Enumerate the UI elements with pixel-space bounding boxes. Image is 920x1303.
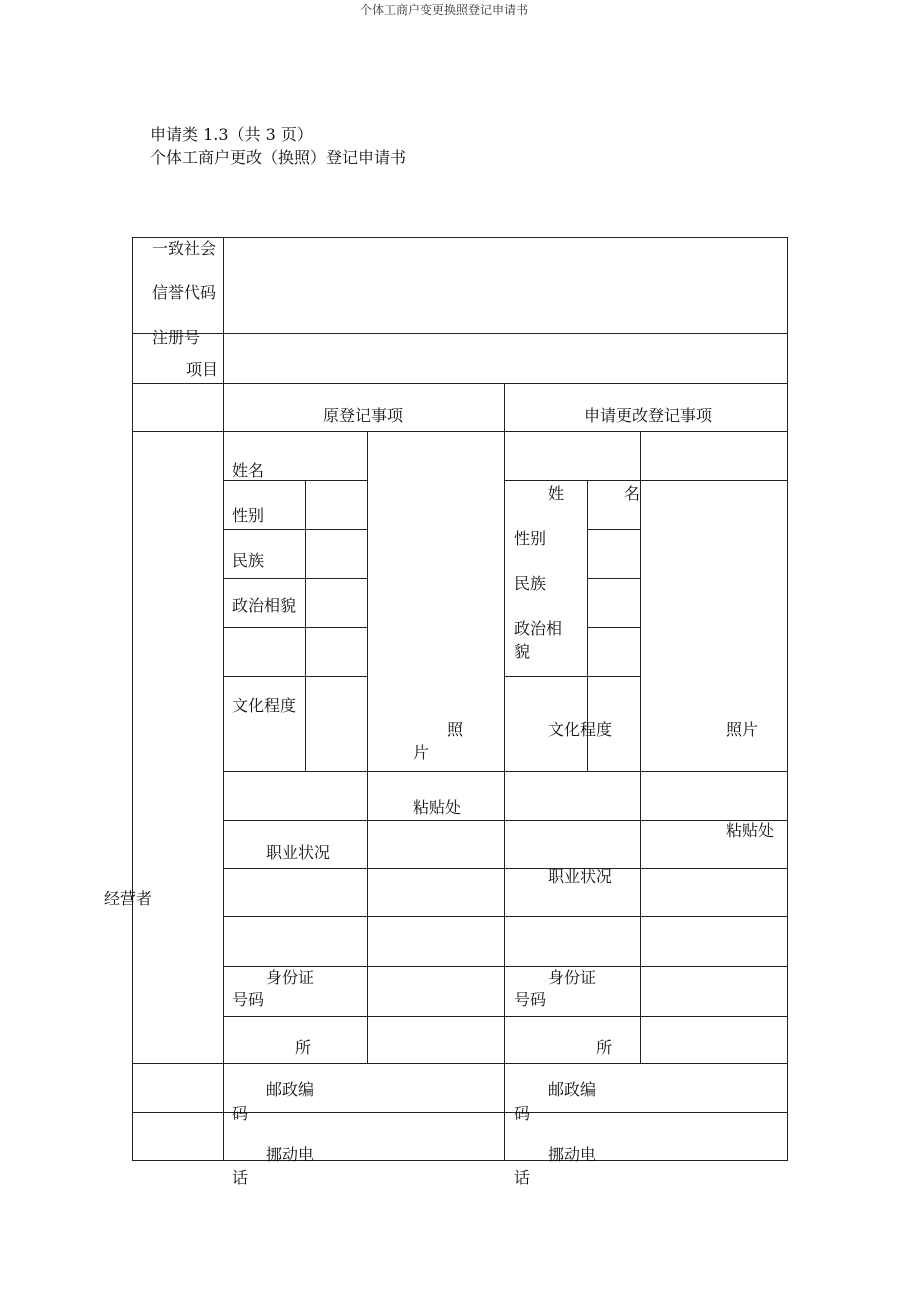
right-address-label: 所 <box>596 1038 613 1057</box>
right-ethnicity-label: 民族 <box>514 574 547 593</box>
table-rule <box>223 868 788 869</box>
left-ethnicity-label: 民族 <box>232 551 265 570</box>
left-name-label: 姓名 <box>232 461 265 480</box>
credit-code-label: 信誉代码 <box>152 283 217 302</box>
left-address-label: 所 <box>295 1038 312 1057</box>
left-photo-label: 片 <box>413 743 430 762</box>
left-mobile-label: 挪动电 <box>266 1145 315 1164</box>
col-original-header: 原登记事项 <box>323 406 404 425</box>
right-id-label: 身份证 <box>548 968 597 987</box>
reg-no-label: 注册号 <box>152 328 201 347</box>
left-postcode-label: 码 <box>232 1104 249 1123</box>
table-rule <box>223 237 224 1161</box>
table-rule <box>367 431 368 1063</box>
table-rule <box>223 1016 788 1017</box>
left-gender-label: 性别 <box>232 506 265 525</box>
right-political-label: 政治相 <box>514 619 563 638</box>
table-rule <box>504 383 505 1161</box>
right-occupation-label: 职业状况 <box>548 867 613 886</box>
left-id-label: 号码 <box>232 990 265 1009</box>
table-rule <box>305 480 306 771</box>
credit-code-label: 一致社会 <box>152 239 217 258</box>
table-rule <box>132 431 788 432</box>
left-education-label: 文化程度 <box>232 696 297 715</box>
table-rule <box>640 480 788 481</box>
table-rule <box>587 529 641 530</box>
right-name-label: 姓 <box>548 484 565 503</box>
page-header: 个体工商户变更换照登记申请书 <box>360 3 529 17</box>
table-rule <box>640 431 641 1063</box>
table-rule <box>132 1063 788 1064</box>
col-requested-header: 申请更改登记事项 <box>584 406 713 425</box>
table-rule <box>504 480 641 481</box>
table-rule <box>132 1112 788 1113</box>
item-label: 项目 <box>186 360 219 379</box>
table-border-right <box>787 237 788 1161</box>
right-political-label: 貌 <box>514 642 531 661</box>
table-rule <box>223 820 788 821</box>
table-border-bottom <box>132 1160 788 1161</box>
table-rule <box>587 627 641 628</box>
table-border-top <box>132 237 788 238</box>
table-rule <box>132 383 788 384</box>
left-occupation-label: 职业状况 <box>266 843 331 862</box>
table-border-left <box>132 237 133 1161</box>
table-rule <box>223 676 368 677</box>
left-political-label: 政治相貌 <box>232 596 297 615</box>
right-postcode-label: 码 <box>514 1104 531 1123</box>
operator-label: 经营者 <box>104 889 153 908</box>
right-photo-label: 照片 <box>726 720 759 739</box>
right-id-label: 号码 <box>514 990 547 1009</box>
left-photo-label: 粘贴处 <box>413 798 462 817</box>
table-rule <box>223 771 788 772</box>
table-rule <box>587 578 641 579</box>
left-mobile-label: 话 <box>232 1168 249 1187</box>
right-photo-label: 粘贴处 <box>726 821 775 840</box>
table-rule <box>223 578 368 579</box>
form-class-line: 申请类 1.3（共 3 页） <box>150 125 313 144</box>
table-rule <box>132 333 788 334</box>
table-rule <box>223 529 368 530</box>
left-postcode-label: 邮政编 <box>266 1080 315 1099</box>
table-rule <box>504 676 641 677</box>
left-id-label: 身份证 <box>266 968 315 987</box>
right-mobile-label: 话 <box>514 1168 531 1187</box>
right-postcode-label: 邮政编 <box>548 1080 597 1099</box>
page-title: 个体工商户更改（换照）登记申请书 <box>150 148 407 167</box>
table-rule <box>223 480 368 481</box>
left-photo-label: 照 <box>447 720 464 739</box>
right-mobile-label: 挪动电 <box>548 1145 597 1164</box>
right-gender-label: 性别 <box>514 529 547 548</box>
right-education-label: 文化程度 <box>548 720 613 739</box>
table-rule <box>223 916 788 917</box>
table-rule <box>223 966 788 967</box>
table-rule <box>223 627 368 628</box>
right-name-label: 名 <box>624 484 641 503</box>
